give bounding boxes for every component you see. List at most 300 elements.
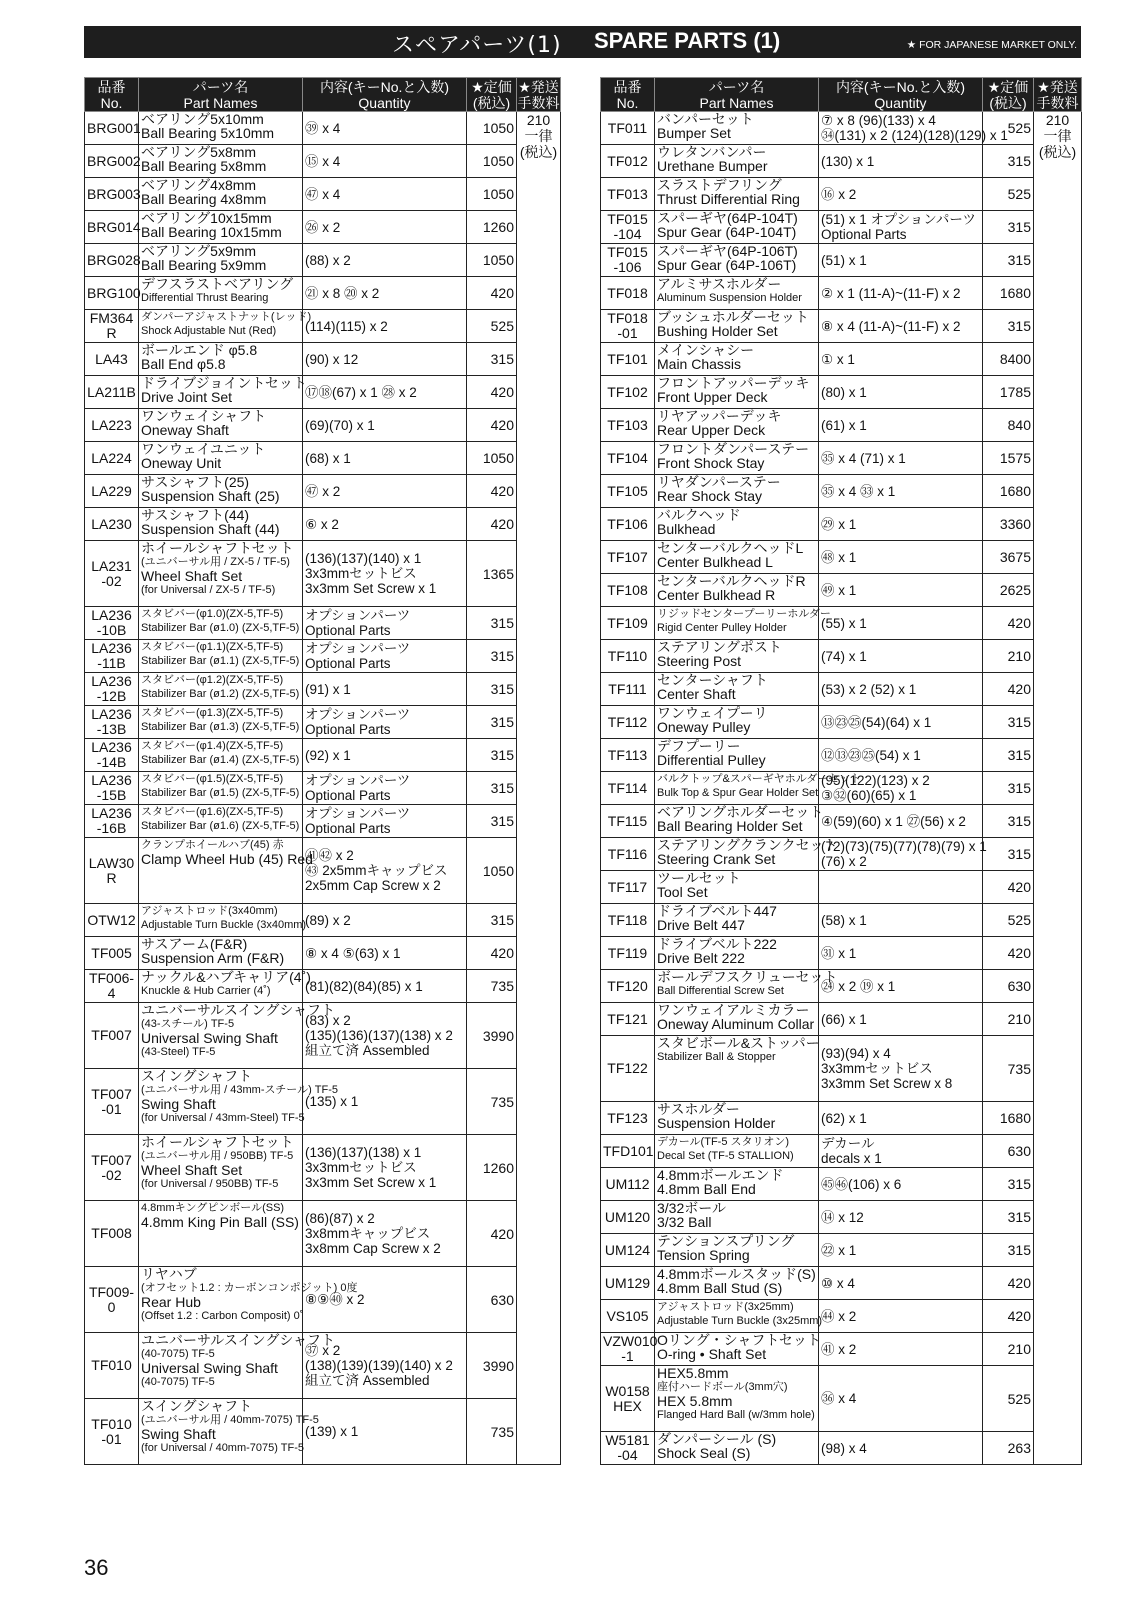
col-header-shipping: ★発送 手数料 — [517, 78, 560, 111]
part-name-jp: ワンウェイアルミカラー — [657, 1002, 810, 1018]
part-quantity — [819, 1333, 983, 1366]
part-name — [655, 145, 819, 178]
part-name-jp: ステアリングクランクセット — [657, 837, 838, 853]
part-quantity — [303, 1267, 467, 1333]
part-name-en: Shock Adjustable Nut (Red) — [141, 325, 277, 337]
part-price: 525 — [983, 1366, 1034, 1432]
part-price: 735 — [467, 1399, 517, 1465]
part-name-en: Stabilizer Bar (ø1.3) (ZX-5,TF-5) — [141, 721, 300, 733]
shipping-flat: 一律 — [1043, 128, 1072, 144]
part-number: LA211B — [85, 376, 139, 409]
part-quantity — [303, 508, 467, 541]
part-price: 3990 — [467, 1333, 517, 1399]
part-number: LA43 — [85, 343, 139, 376]
part-number: BRG003 — [85, 178, 139, 211]
part-number: LA229 — [85, 475, 139, 508]
part-name — [139, 772, 303, 805]
quantity-main: ㊶ x 2 — [821, 1341, 857, 1357]
part-price: 420 — [467, 937, 517, 970]
part-quantity — [819, 112, 1008, 145]
part-price: 420 — [983, 937, 1034, 970]
quantity-main: (58) x 1 — [821, 912, 867, 928]
part-price: 3360 — [983, 508, 1034, 541]
part-name-en: 4.8mm Ball End — [657, 1181, 756, 1197]
part-name — [139, 244, 303, 277]
quantity-extra: Optional Parts — [305, 722, 391, 737]
part-number: BRG002 — [85, 145, 139, 178]
part-name-en-detail: (Offset 1.2 : Carbon Composit) 0˚ — [141, 1310, 304, 1322]
table-row — [85, 442, 561, 475]
part-quantity — [819, 1300, 983, 1333]
part-number: TF109 — [601, 607, 655, 640]
part-name-en: Knuckle & Hub Carrier (4˚) — [141, 985, 271, 997]
part-price: 3990 — [467, 1003, 517, 1069]
part-price: 263 — [983, 1432, 1034, 1465]
part-name-jp-detail: (43-スチール) TF-5 — [141, 1018, 235, 1030]
quantity-extra: (76) x 2 — [821, 854, 867, 869]
part-name — [139, 706, 303, 739]
part-name — [139, 508, 303, 541]
part-name-en: Drive Belt 222 — [657, 950, 745, 966]
part-number: TF013 — [601, 178, 655, 211]
quantity-main: (93)(94) x 4 — [821, 1046, 891, 1061]
table-row — [85, 805, 561, 838]
part-name-en: 4.8mm King Pin Ball (SS) — [141, 1214, 299, 1230]
part-name-en: Center Bulkhead R — [657, 587, 776, 603]
part-name-jp: バルクヘッド — [657, 507, 741, 523]
quantity-main: ㊹ x 2 — [821, 1308, 857, 1324]
part-price: 420 — [467, 409, 517, 442]
table-row — [85, 607, 561, 640]
part-name-en-detail: (for Universal / 40mm-7075) TF-5 — [141, 1442, 305, 1454]
header-title-en: SPARE PARTS (1) — [594, 28, 781, 53]
part-name — [139, 541, 303, 607]
table-row — [85, 310, 561, 343]
table-row — [85, 1135, 561, 1201]
part-name-jp: アジャストロッド(3x40mm) — [141, 905, 278, 917]
quantity-extra: ㉞(131) x 2 (124)(128)(129) x 1 — [821, 128, 1008, 143]
part-number: UM124 — [601, 1234, 655, 1267]
part-name-jp: ベアリング4x8mm — [141, 177, 257, 193]
part-name-jp: ボールエンド φ5.8 — [141, 342, 258, 358]
part-price: 1680 — [983, 1102, 1034, 1135]
quantity-main: ㉔ x 2 ⑲ x 1 — [821, 978, 896, 994]
part-name-jp: スパーギヤ(64P-104T) — [657, 210, 798, 226]
part-name-jp-detail: (オフセット1.2 : カーボンコンポジット) 0度 — [141, 1282, 358, 1294]
table-row — [601, 1366, 1082, 1432]
part-quantity — [303, 409, 467, 442]
table-row — [601, 871, 1082, 904]
quantity-main: ④(59)(60) x 1 ㉗(56) x 2 — [821, 813, 966, 829]
part-name-en: Stabilizer Bar (ø1.4) (ZX-5,TF-5) — [141, 754, 300, 766]
part-number: FM364 R — [85, 310, 139, 343]
part-number: UM129 — [601, 1267, 655, 1300]
quantity-main: (69)(70) x 1 — [305, 417, 375, 433]
part-price: 315 — [983, 310, 1034, 343]
part-name-en: Drive Belt 447 — [657, 917, 745, 933]
part-price: 420 — [983, 871, 1034, 904]
part-number: UM120 — [601, 1201, 655, 1234]
part-name — [655, 804, 824, 838]
part-name-jp: 4.8mmボールスタッド(S) — [657, 1266, 816, 1282]
quantity-main: ㉟ x 4 ㉝ x 1 — [821, 483, 896, 499]
page-number: 36 — [84, 1555, 109, 1580]
shipping-fee — [1034, 112, 1082, 1465]
part-name-jp: ドライブベルト222 — [657, 936, 777, 952]
part-number: BRG028 — [85, 244, 139, 277]
part-quantity — [303, 805, 467, 838]
part-name — [655, 640, 819, 673]
table-row — [601, 838, 1082, 871]
part-name-jp-detail: 座付ハードボール(3mm穴) — [657, 1381, 788, 1393]
part-name — [139, 211, 303, 244]
table-row — [601, 640, 1082, 673]
part-name-en: Front Shock Stay — [657, 455, 765, 471]
part-quantity — [303, 607, 467, 640]
part-price: 525 — [983, 112, 1034, 145]
part-name-en: Thrust Differential Ring — [657, 191, 800, 207]
part-number: TF114 — [601, 772, 655, 805]
table-row — [601, 706, 1082, 739]
part-name — [655, 969, 838, 1003]
part-number: TF010 -01 — [85, 1399, 139, 1465]
part-name-jp: スイングシャフト — [141, 1398, 253, 1414]
part-number: TF118 — [601, 904, 655, 937]
part-name-jp: ベアリング10x15mm — [141, 210, 272, 226]
part-name — [139, 112, 303, 145]
part-name-en: 4.8mm Ball Stud (S) — [657, 1280, 783, 1296]
table-row — [85, 145, 561, 178]
part-name — [655, 904, 819, 937]
part-name-en-detail: (for Universal / 43mm-Steel) TF-5 — [141, 1112, 305, 1124]
part-quantity — [819, 970, 983, 1003]
part-price: 735 — [983, 1036, 1034, 1102]
part-name — [655, 508, 819, 541]
part-quantity — [819, 178, 983, 211]
quantity-main: ㉛ x 1 — [821, 945, 857, 961]
part-name-jp-detail: (ユニバーサル用 / 40mm-7075) TF-5 — [141, 1414, 319, 1426]
part-name — [655, 837, 838, 871]
part-name-en: Rigid Center Pulley Holder — [657, 622, 787, 634]
part-quantity — [819, 1366, 983, 1432]
part-quantity — [303, 706, 467, 739]
part-name-jp: メインシャシー — [657, 342, 755, 358]
quantity-extra-2: 3x3mm Set Screw x 8 — [821, 1076, 953, 1091]
quantity-main: (91) x 1 — [305, 681, 351, 697]
table-row — [85, 772, 561, 805]
part-name-en: Suspension Shaft (25) — [141, 488, 280, 504]
part-name-en: Tool Set — [657, 884, 708, 900]
quantity-extra: Optional Parts — [305, 656, 391, 671]
table-row — [85, 1003, 561, 1069]
part-number: LA224 — [85, 442, 139, 475]
table-row — [601, 805, 1082, 838]
part-price: 315 — [983, 211, 1034, 244]
part-price: 315 — [467, 706, 517, 739]
part-number: TF116 — [601, 838, 655, 871]
part-quantity — [819, 376, 983, 409]
part-name — [655, 211, 819, 244]
table-row — [601, 937, 1082, 970]
part-name — [139, 805, 303, 838]
part-number: LA223 — [85, 409, 139, 442]
quantity-extra: ㊸ 2x5mmキャップビス — [305, 863, 448, 878]
part-price: 420 — [983, 1300, 1034, 1333]
part-name-jp: リヤハブ — [141, 1266, 197, 1282]
quantity-main: オプションパーツ — [305, 773, 411, 788]
part-name-en: Ball Bearing 5x9mm — [141, 257, 267, 273]
part-name-jp: センターバルクヘッドL — [657, 540, 804, 556]
part-name-en: Rear Shock Stay — [657, 488, 763, 504]
part-name-jp: デフスラストベアリング — [141, 276, 294, 292]
quantity-main: ⑮ x 4 — [305, 153, 341, 169]
part-name — [139, 178, 303, 211]
part-price: 420 — [467, 376, 517, 409]
part-number: TF120 — [601, 970, 655, 1003]
quantity-main: ⑫⑬㉓㉕(54) x 1 — [821, 747, 921, 763]
table-row — [85, 970, 561, 1003]
part-quantity — [819, 541, 983, 574]
part-name-en: Stabilizer Bar (ø1.1) (ZX-5,TF-5) — [141, 655, 300, 667]
table-row — [601, 673, 1082, 706]
part-number: TFD101 — [601, 1135, 655, 1168]
part-name-jp: ウレタンバンパー — [657, 144, 767, 160]
part-name-en: Stabilizer Bar (ø1.2) (ZX-5,TF-5) — [141, 688, 300, 700]
part-name-jp: HEX5.8mm — [657, 1365, 729, 1381]
quantity-main: ⑭ x 12 — [821, 1209, 864, 1225]
quantity-main: デカール — [821, 1136, 875, 1151]
quantity-main: (88) x 2 — [305, 252, 351, 268]
part-price: 210 — [983, 1333, 1034, 1366]
quantity-main: ⑧ x 4 (11-A)~(11-F) x 2 — [821, 318, 961, 334]
quantity-extra: ③㉜(60)(65) x 1 — [821, 788, 917, 803]
part-name-jp: ベアリング5x10mm — [141, 111, 264, 127]
part-price: 420 — [467, 277, 517, 310]
part-price: 315 — [467, 772, 517, 805]
part-name-jp: スタビバー(φ1.3)(ZX-5,TF-5) — [141, 707, 284, 719]
part-name-jp-detail: (ユニバーサル用 / 43mm-スチール) TF-5 — [141, 1084, 339, 1096]
part-price: 315 — [467, 343, 517, 376]
part-name-en: Steering Post — [657, 653, 742, 669]
part-number: TF007 -02 — [85, 1135, 139, 1201]
part-name-jp: スタビバー(φ1.5)(ZX-5,TF-5) — [141, 773, 284, 785]
part-name — [655, 310, 819, 343]
part-name-en: Rear Hub — [141, 1294, 201, 1310]
part-name-jp: スタビボール&ストッパー — [657, 1035, 820, 1051]
part-name-jp: サスアーム(F&R) — [141, 936, 248, 952]
part-number: TF102 — [601, 376, 655, 409]
quantity-main: (135) x 1 — [305, 1094, 359, 1109]
part-name — [655, 475, 819, 508]
quantity-main: ㉒ x 1 — [821, 1242, 857, 1258]
quantity-main: ⑦ x 8 (96)(133) x 4 — [821, 113, 936, 128]
col-header-quantity: 内容(キーNo.と入数) Quantity — [819, 78, 983, 112]
part-name-jp: スパーギヤ(64P-106T) — [657, 243, 798, 259]
part-name — [139, 409, 303, 442]
part-name-jp: ベアリング5x8mm — [141, 144, 257, 160]
part-quantity — [303, 937, 467, 970]
part-name-jp: サスシャフト(25) — [141, 474, 250, 490]
part-name — [655, 1036, 819, 1102]
part-name-en: Ball Bearing 4x8mm — [141, 191, 267, 207]
parts-table-right — [600, 77, 1082, 1465]
part-number: W5181 -04 — [601, 1432, 655, 1465]
shipping-tax: (税込) — [1038, 144, 1077, 160]
part-number: LA230 — [85, 508, 139, 541]
part-price: 1260 — [467, 1135, 517, 1201]
quantity-main: (68) x 1 — [305, 450, 351, 466]
part-quantity — [819, 310, 983, 343]
table-row — [601, 442, 1082, 475]
part-name-en: Center Shaft — [657, 686, 736, 702]
part-number: TF111 — [601, 673, 655, 706]
quantity-main: ⑬㉓㉕(54)(64) x 1 — [821, 714, 932, 730]
part-quantity — [303, 244, 467, 277]
part-number: UM112 — [601, 1168, 655, 1201]
part-quantity — [819, 343, 983, 376]
quantity-main: (80) x 1 — [821, 384, 867, 400]
table-row — [601, 1333, 1082, 1366]
part-name-en: HEX 5.8mm — [657, 1393, 733, 1409]
part-number: TF018 — [601, 277, 655, 310]
part-number: TF108 — [601, 574, 655, 607]
part-quantity — [819, 409, 983, 442]
quantity-main: ㊲ x 2 — [305, 1343, 341, 1358]
part-quantity — [819, 739, 983, 772]
part-name — [655, 772, 862, 805]
part-name-jp: ホイールシャフトセット — [141, 1134, 294, 1150]
quantity-main: ㊼ x 4 — [305, 186, 341, 202]
part-name-en: Ball End φ5.8 — [141, 356, 226, 372]
part-price: 420 — [467, 508, 517, 541]
part-quantity — [819, 673, 983, 706]
part-name-jp: デフプーリー — [657, 738, 741, 754]
part-name — [139, 739, 303, 772]
part-number: TF106 — [601, 508, 655, 541]
part-price: 1050 — [467, 442, 517, 475]
part-name-jp: Oリング・シャフトセット — [657, 1332, 821, 1348]
part-name-en: Bumper Set — [657, 125, 731, 141]
part-name-jp: リジッドセンタープーリーホルダー — [657, 608, 831, 620]
part-name — [655, 376, 819, 409]
quantity-main: ㊴ x 4 — [305, 120, 341, 136]
part-name-jp: センターシャフト — [657, 672, 768, 688]
part-name-en: Clamp Wheel Hub (45) Red — [141, 851, 313, 867]
quantity-main: ⑩ x 4 — [821, 1275, 855, 1291]
part-name-jp: ワンウェイシャフト — [141, 408, 267, 424]
part-name-en: Stabilizer Ball & Stopper — [657, 1051, 776, 1063]
part-name — [655, 1003, 819, 1036]
part-quantity — [819, 574, 983, 607]
part-quantity — [303, 772, 467, 805]
part-name-en: Swing Shaft — [141, 1426, 216, 1442]
shipping-tax: (税込) — [519, 144, 558, 160]
part-name-jp: 4.8mmキングピンボール(SS) — [141, 1202, 285, 1214]
quantity-extra: 3x3mmセットビス — [821, 1061, 933, 1076]
part-name-jp: ダンパーアジャストナット(レッド) — [141, 311, 312, 323]
quantity-main: ㊶㊷ x 2 — [305, 848, 354, 863]
quantity-main: (53) x 2 (52) x 1 — [821, 681, 917, 697]
part-price: 2625 — [983, 574, 1034, 607]
part-name — [655, 1102, 819, 1135]
table-row — [85, 112, 561, 145]
table-row — [601, 607, 1082, 640]
table-row — [85, 1069, 561, 1135]
part-name-jp: スタビバー(φ1.1)(ZX-5,TF-5) — [141, 641, 284, 653]
part-number: VS105 — [601, 1300, 655, 1333]
part-name — [655, 244, 819, 277]
table-row — [85, 376, 561, 409]
part-price: 315 — [983, 805, 1034, 838]
part-name — [655, 1201, 819, 1234]
quantity-main: オプションパーツ — [305, 641, 411, 656]
part-price: 8400 — [983, 343, 1034, 376]
part-number: TF011 — [601, 112, 655, 145]
quantity-main: (136)(137)(138) x 1 — [305, 1145, 422, 1160]
part-name-jp: ナックル&ハブキャリア(4˚) — [141, 969, 311, 985]
part-quantity — [303, 640, 467, 673]
part-name-jp: サスホルダー — [657, 1101, 740, 1117]
table-row — [85, 838, 561, 904]
part-price: 315 — [467, 673, 517, 706]
shipping-amount: 210 — [1045, 112, 1070, 128]
part-name-en: Stabilizer Bar (ø1.0) (ZX-5,TF-5) — [141, 622, 300, 634]
part-name-jp: ベアリング5x9mm — [141, 243, 257, 259]
part-name-en: Differential Thrust Bearing — [141, 292, 269, 304]
part-name-en: Ball Bearing 10x15mm — [141, 224, 282, 240]
part-name-en: Adjustable Turn Buckle (3x40mm) — [141, 919, 307, 931]
quantity-main: ㉟ x 4 (71) x 1 — [821, 450, 906, 466]
quantity-main: ⑥ x 2 — [305, 516, 339, 532]
quantity-main: (81)(82)(84)(85) x 1 — [305, 978, 423, 994]
part-name-en: Urethane Bumper — [657, 158, 768, 174]
part-name — [139, 277, 303, 310]
part-quantity — [303, 442, 467, 475]
part-number: TF119 — [601, 937, 655, 970]
part-name-en: Suspension Arm (F&R) — [141, 950, 285, 966]
table-row — [601, 211, 1082, 244]
table-row — [601, 1234, 1082, 1267]
part-name-jp: 3/32ボール — [657, 1200, 726, 1216]
part-name-en: Oneway Aluminum Collar — [657, 1016, 815, 1032]
part-price: 315 — [983, 1201, 1034, 1234]
quantity-extra: decals x 1 — [821, 1151, 882, 1166]
part-name-jp: サスシャフト(44) — [141, 507, 250, 523]
part-quantity — [819, 475, 983, 508]
part-number: TF122 — [601, 1036, 655, 1102]
part-number: OTW12 — [85, 904, 139, 937]
table-row — [601, 145, 1082, 178]
part-price: 315 — [467, 607, 517, 640]
quantity-main: (139) x 1 — [305, 1424, 359, 1439]
part-name — [655, 574, 819, 607]
quantity-main: オプションパーツ — [305, 806, 411, 821]
table-row — [85, 1333, 561, 1399]
table-header-row — [85, 78, 561, 112]
part-name — [655, 1234, 819, 1267]
part-number: LA236 -13B — [85, 706, 139, 739]
quantity-main: (72)(73)(75)(77)(78)(79) x 1 — [821, 839, 987, 854]
part-number: BRG014 — [85, 211, 139, 244]
part-name — [139, 343, 303, 376]
part-price: 420 — [983, 1267, 1034, 1300]
part-price: 735 — [467, 1069, 517, 1135]
part-name-jp-detail: (ユニバーサル用 / ZX-5 / TF-5) — [141, 556, 290, 568]
part-name-jp: フロントダンパーステー — [657, 441, 810, 457]
table-row — [85, 244, 561, 277]
part-name-en: Oneway Shaft — [141, 422, 229, 438]
quantity-main: ㉖ x 2 — [305, 219, 341, 235]
